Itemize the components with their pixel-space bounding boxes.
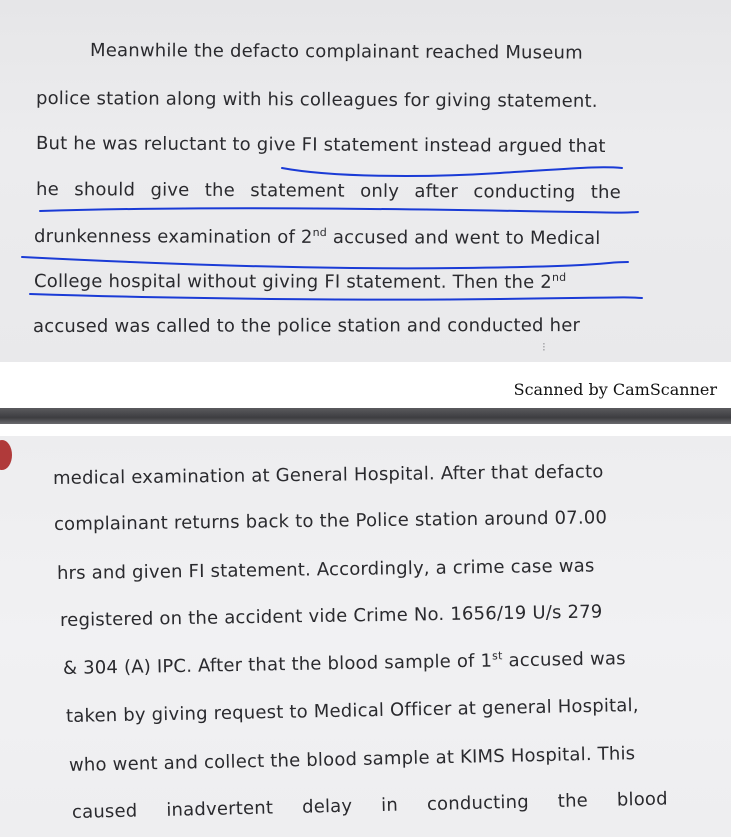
word: caused xyxy=(71,800,138,823)
word: inadvertent xyxy=(166,797,274,821)
text-line xyxy=(34,271,566,293)
text-segment: accused and went to Medical xyxy=(326,227,601,249)
text-line xyxy=(63,648,626,679)
superscript: st xyxy=(491,649,503,663)
text-line: registered on the accident vide Crime No. 1656/19 U/s 279 xyxy=(59,601,603,631)
text-line: hrs and given FI statement. Accordingly, a crime case was xyxy=(56,555,595,584)
word: conducting xyxy=(426,791,530,815)
word: give xyxy=(150,179,190,201)
word: conducting xyxy=(473,181,576,203)
text-segment: drunkenness examination of 2 xyxy=(33,226,313,248)
text-line: police station along with his colleagues for giving statement. xyxy=(35,88,598,112)
word: the xyxy=(590,181,621,204)
word: the xyxy=(204,179,236,202)
word: the xyxy=(557,790,589,812)
pen-underline-2 xyxy=(40,208,638,212)
text-segment: & 304 (A) IPC. After that the blood sample of 1 xyxy=(62,650,493,679)
word: after xyxy=(414,180,459,203)
word: in xyxy=(380,794,399,816)
pen-underline-1 xyxy=(282,167,622,176)
text-line: who went and collect the blood sample at KIMS Hospital. This xyxy=(68,743,636,776)
word: should xyxy=(74,179,136,201)
text-line-justified xyxy=(36,179,621,203)
pen-underline-3 xyxy=(22,257,628,268)
word: delay xyxy=(301,795,353,818)
text-line: accused was called to the police station and conducted her xyxy=(32,315,581,337)
word: he xyxy=(35,179,59,201)
text-segment: accused was xyxy=(502,648,626,672)
camscanner-watermark: Scanned by CamScanner xyxy=(513,380,717,399)
pen-underline-4 xyxy=(30,294,642,300)
text-line: taken by giving request to Medical Officer at general Hospital, xyxy=(65,695,639,727)
superscript: nd xyxy=(551,270,567,284)
scanned-page-bottom xyxy=(0,436,731,837)
text-line xyxy=(34,226,601,249)
text-segment: College hospital without giving FI statement. Then the 2 xyxy=(33,271,552,293)
word: only xyxy=(360,180,400,202)
scan-noise-mark: ⁝ xyxy=(542,340,546,354)
text-line: But he was reluctant to give FI statement instead argued that xyxy=(35,133,606,157)
text-line-justified xyxy=(72,788,668,823)
text-line: medical examination at General Hospital. After that defacto xyxy=(52,461,604,489)
text-line: Meanwhile the defacto complainant reached Museum xyxy=(89,40,583,64)
superscript: nd xyxy=(312,225,328,240)
word: blood xyxy=(616,788,669,811)
red-corner-mark xyxy=(0,440,12,470)
page-gap xyxy=(0,424,731,436)
page-divider xyxy=(0,408,731,424)
word: statement xyxy=(250,180,345,202)
text-line: complainant returns back to the Police station around 07.00 xyxy=(53,507,608,535)
scanned-page-top xyxy=(0,0,731,362)
